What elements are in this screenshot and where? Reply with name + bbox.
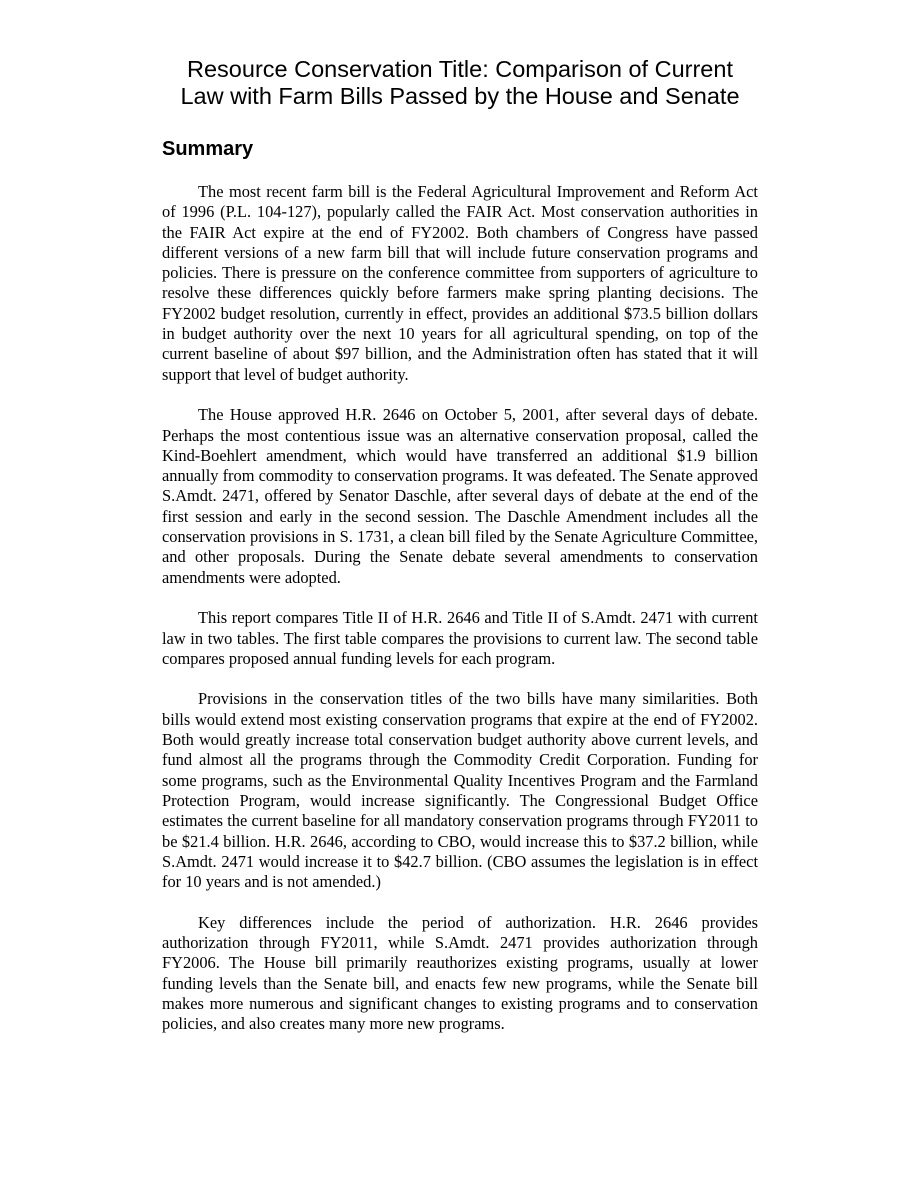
title-line-1: Resource Conservation Title: Comparison of Current: [187, 56, 733, 82]
paragraph-4: Provisions in the conservation titles of the two bills have many similarities. Both bills would extend most existing conservation programs that expire at the end of FY2002. Both would greatly increase total conservation budget authority above current levels, and fund almost all the programs through the Commodity Credit Corporation. Funding for some programs, such as the Environmental Quality Incentives Program and the Farmland Protection Program, would increase significantly. The Congressional Budget Office estimates the current baseline for all mandatory conservation programs through FY2011 to be $21.4 billion. H.R. 2646, according to CBO, would increase this to $37.2 billion, while S.Amdt. 2471 would increase it to $42.7 billion. (CBO assumes the legislation is in effect for 10 years and is not amended.): [162, 689, 758, 892]
section-heading-summary: Summary: [162, 138, 254, 160]
document-content: [162, 56, 758, 1034]
paragraph-1: The most recent farm bill is the Federal Agricultural Improvement and Reform Act of 1996 (P.L. 104-127), popularly called the FAIR Act. Most conservation authorities in the FAIR Act expire at the end of FY2002. Both chambers of Congress have passed different versions of a new farm bill that will include future conservation programs and policies. There is pressure on the conference committee from supporters of agriculture to resolve these differences quickly before farmers make spring planting decisions. The FY2002 budget resolution, currently in effect, provides an additional $73.5 billion dollars in budget authority over the next 10 years for all agricultural spending, on top of the current baseline of about $97 billion, and the Administration often has stated that it will support that level of budget authority.: [162, 182, 758, 384]
document-title: [162, 56, 758, 110]
paragraph-3: This report compares Title II of H.R. 2646 and Title II of S.Amdt. 2471 with current law in two tables. The first table compares the provisions to current law. The second table compares proposed annual funding levels for each program.: [162, 608, 758, 668]
paragraph-5: Key differences include the period of authorization. H.R. 2646 provides authorization through FY2011, while S.Amdt. 2471 provides authorization through FY2006. The House bill primarily reauthorizes existing programs, usually at lower funding levels than the Senate bill, and enacts few new programs, while the Senate bill makes more numerous and significant changes to existing programs and to conservation policies, and also creates many more new programs.: [162, 912, 758, 1034]
title-line-2: Law with Farm Bills Passed by the House and Senate: [180, 83, 740, 109]
summary-body: [162, 182, 758, 1034]
paragraph-2: The House approved H.R. 2646 on October 5, 2001, after several days of debate. Perhaps the most contentious issue was an alternative conservation proposal, called the Kind-Boehlert amendment, which would have transferred an additional $1.9 billion annually from commodity to conservation programs. It was defeated. The Senate approved S.Amdt. 2471, offered by Senator Daschle, after several days of debate at the end of the first session and early in the second session. The Daschle Amendment includes all the conservation provisions in S. 1731, a clean bill filed by the Senate Agriculture Committee, and other proposals. During the Senate debate several amendments to conservation amendments were adopted.: [162, 405, 758, 587]
